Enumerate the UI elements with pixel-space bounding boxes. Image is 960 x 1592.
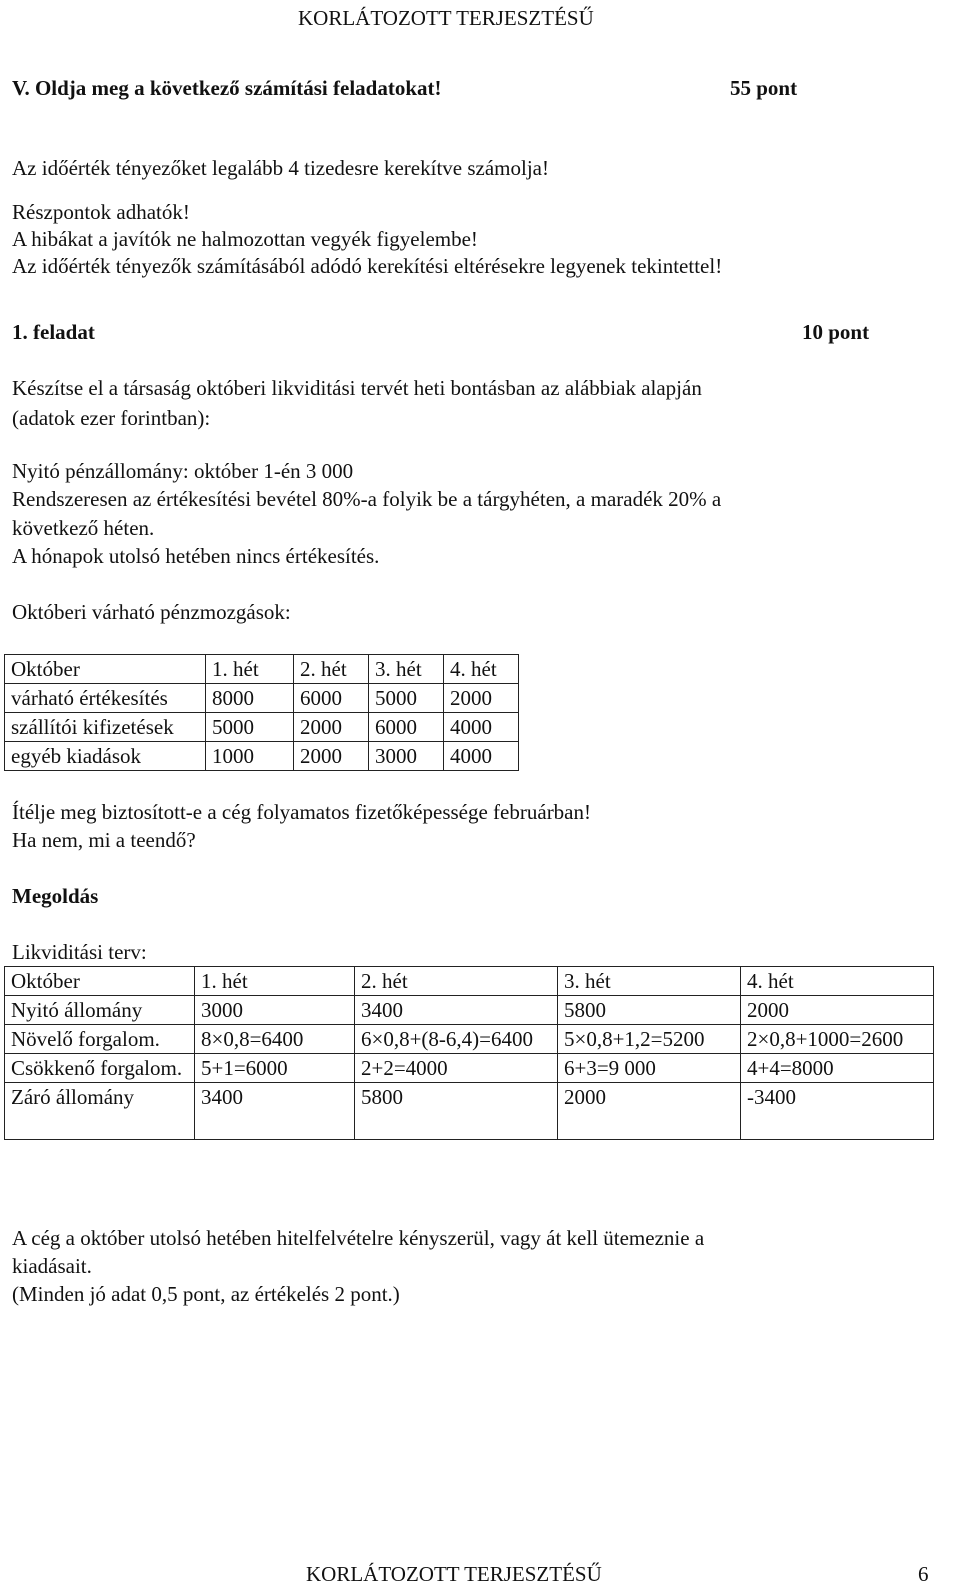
table-cell: 1000: [206, 742, 294, 771]
condition-line: A hónapok utolsó hetében nincs értékesítés.: [12, 544, 380, 568]
header-cell: 3. hét: [369, 655, 444, 684]
table-cell: 6×0,8+(8-6,4)=6400: [355, 1025, 558, 1054]
row-label: Növelő forgalom.: [5, 1025, 195, 1054]
table-cell: -3400: [741, 1083, 934, 1140]
table-cell: 2000: [558, 1083, 741, 1140]
table-cell: 5×0,8+1,2=5200: [558, 1025, 741, 1054]
instruction-line: A hibákat a javítók ne halmozottan vegyék figyelembe!: [12, 227, 478, 251]
header-cell: 4. hét: [444, 655, 519, 684]
instruction-line: Az időérték tényezőket legalább 4 tizedesre kerekítve számolja!: [12, 156, 549, 180]
instruction-line: Az időérték tényezők számításából adódó kerekítési eltérésekre legyenek tekintettel!: [12, 254, 723, 278]
table-header-row: [5, 655, 519, 684]
table-cell: 3000: [195, 996, 355, 1025]
header-cell: 4. hét: [741, 967, 934, 996]
question-line: Ítélje meg biztosított-e a cég folyamatos fizetőképessége februárban!: [12, 800, 591, 824]
table-cell: 8000: [206, 684, 294, 713]
table-cell: 3400: [355, 996, 558, 1025]
header-cell: 2. hét: [355, 967, 558, 996]
table-cell: 4000: [444, 742, 519, 771]
page-number: 6: [918, 1562, 929, 1586]
plan-title: Likviditási terv:: [12, 940, 147, 964]
table-cell: 2+2=4000: [355, 1054, 558, 1083]
task-description: Készítse el a társaság októberi likviditási tervét heti bontásban az alábbiak alapján: [12, 376, 702, 400]
condition-line: Nyitó pénzállomány: október 1-én 3 000: [12, 459, 354, 483]
condition-line: Rendszeresen az értékesítési bevétel 80%-a folyik be a tárgyhéten, a maradék 20% a: [12, 487, 722, 511]
condition-line: következő héten.: [12, 516, 155, 540]
task-title: 1. feladat: [12, 320, 95, 344]
table-cell: 3000: [369, 742, 444, 771]
table-row: [5, 1054, 934, 1083]
table-cell: 4+4=8000: [741, 1054, 934, 1083]
row-label: várható értékesítés: [5, 684, 206, 713]
question-line: Ha nem, mi a teendő?: [12, 828, 196, 852]
table-cell: 6000: [369, 713, 444, 742]
header-cell: 3. hét: [558, 967, 741, 996]
row-label: Nyitó állomány: [5, 996, 195, 1025]
section-title: V. Oldja meg a következő számítási feladatokat!: [12, 76, 442, 100]
table-row: [5, 1025, 934, 1054]
cashflow-title: Októberi várható pénzmozgások:: [12, 600, 291, 624]
liquidity-plan-table: [4, 966, 934, 1140]
table-cell: 2000: [741, 996, 934, 1025]
header-cell: 1. hét: [195, 967, 355, 996]
table-cell: 5000: [369, 684, 444, 713]
table-cell: 2000: [294, 742, 369, 771]
conclusion-line: kiadásait.: [12, 1254, 92, 1278]
table-cell: 2000: [444, 684, 519, 713]
table-cell: 2000: [294, 713, 369, 742]
table-row: [5, 684, 519, 713]
page-footer: KORLÁTOZOTT TERJESZTÉSŰ: [306, 1562, 602, 1586]
row-label: Csökkenő forgalom.: [5, 1054, 195, 1083]
table-cell: 3400: [195, 1083, 355, 1140]
table-cell: 5800: [558, 996, 741, 1025]
table-cell: 4000: [444, 713, 519, 742]
table-cell: 2×0,8+1000=2600: [741, 1025, 934, 1054]
table-row: [5, 996, 934, 1025]
conclusion-line: A cég a október utolsó hetében hitelfelvételre kényszerül, vagy át kell ütemeznie a: [12, 1226, 705, 1250]
header-cell: 1. hét: [206, 655, 294, 684]
table-row: [5, 1083, 934, 1140]
solution-title: Megoldás: [12, 884, 99, 908]
row-label: szállítói kifizetések: [5, 713, 206, 742]
table-row: [5, 713, 519, 742]
page-header: KORLÁTOZOTT TERJESZTÉSŰ: [298, 6, 594, 30]
table-header-row: [5, 967, 934, 996]
row-label: egyéb kiadások: [5, 742, 206, 771]
table-row: [5, 742, 519, 771]
table-cell: 5800: [355, 1083, 558, 1140]
header-cell: Október: [5, 967, 195, 996]
task-description: (adatok ezer forintban):: [12, 406, 211, 430]
table-cell: 8×0,8=6400: [195, 1025, 355, 1054]
table-cell: 6+3=9 000: [558, 1054, 741, 1083]
table-cell: 6000: [294, 684, 369, 713]
section-points: 55 pont: [730, 76, 798, 100]
table-cell: 5000: [206, 713, 294, 742]
task-points: 10 pont: [802, 320, 870, 344]
header-cell: 2. hét: [294, 655, 369, 684]
table-cell: 5+1=6000: [195, 1054, 355, 1083]
conclusion-line: (Minden jó adat 0,5 pont, az értékelés 2 pont.): [12, 1282, 400, 1306]
cashflow-table: [4, 654, 519, 771]
row-label: Záró állomány: [5, 1083, 195, 1140]
instruction-line: Részpontok adhatók!: [12, 200, 190, 224]
header-cell: Október: [5, 655, 206, 684]
